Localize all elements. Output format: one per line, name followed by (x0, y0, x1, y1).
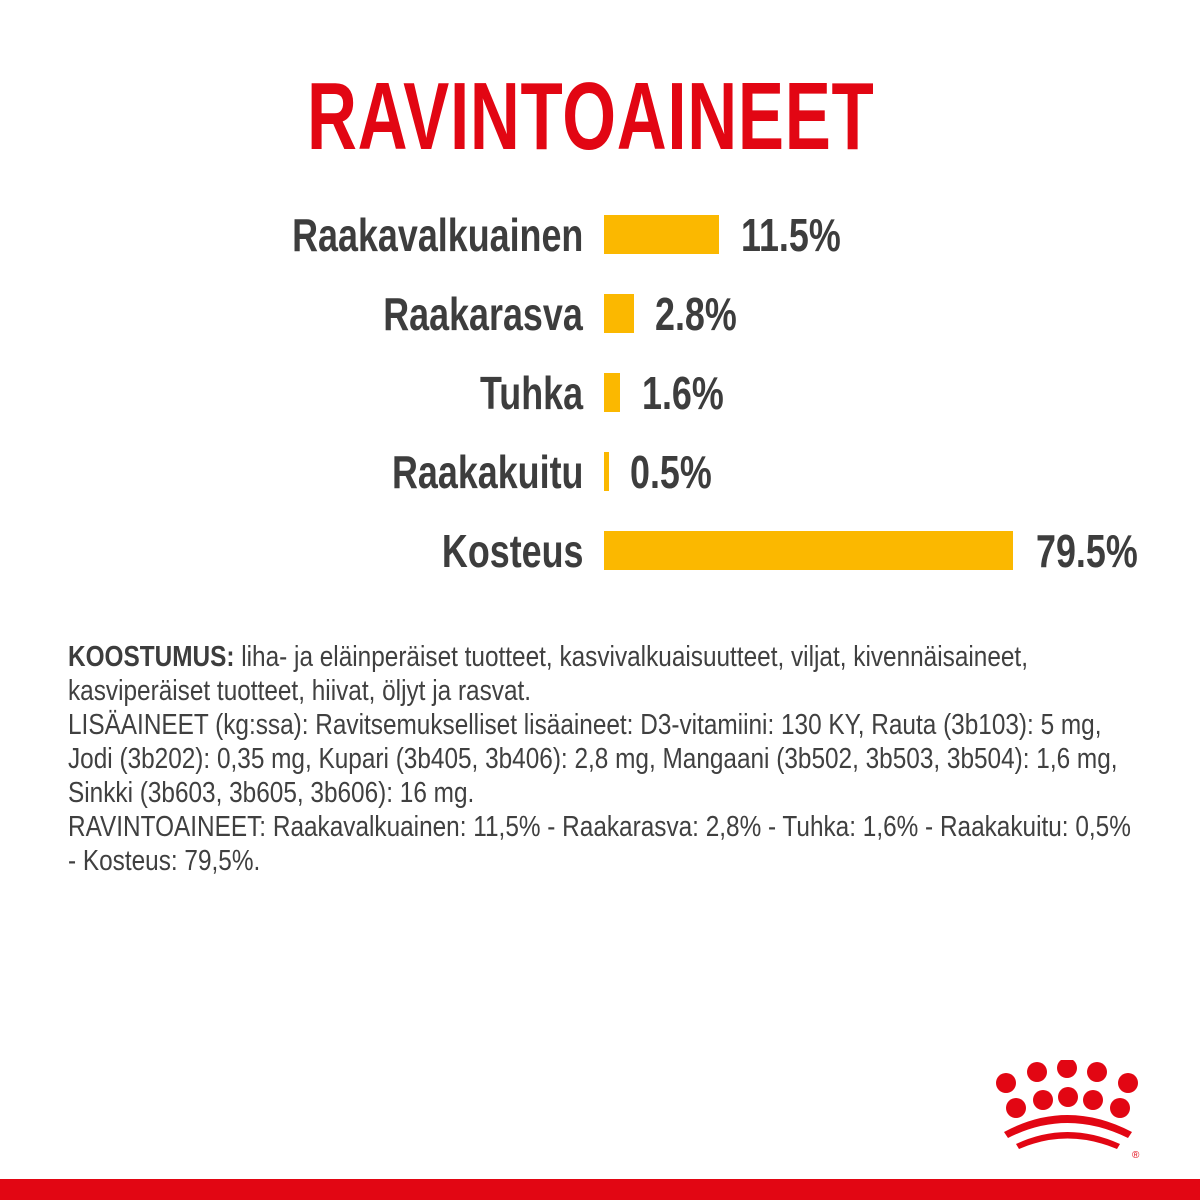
composition-heading: KOOSTUMUS: (68, 641, 235, 673)
bar (604, 215, 719, 254)
registered-mark: ® (1132, 1150, 1140, 1160)
row-label: Raakakuitu (391, 446, 583, 498)
bar (604, 531, 1013, 570)
chart-row-kosteus (0, 525, 1200, 577)
row-value: 1.6% (642, 367, 724, 419)
nutrients-paragraph: RAVINTOAINEET: Raakavalkuainen: 11,5% - Raakarasva: 2,8% - Tuhka: 1,6% - Raakakuitu: 0,5% - Kosteus: 79,5%. (68, 811, 1131, 877)
row-value: 11.5% (741, 209, 841, 261)
row-value: 2.8% (655, 288, 737, 340)
row-label: Raakavalkuainen (291, 209, 583, 261)
page-title: RAVINTOAINEET (307, 63, 875, 170)
footer-red-bar (0, 1179, 1200, 1200)
row-label: Tuhka (479, 367, 583, 419)
bar (604, 452, 609, 491)
chart-row-raakarasva (0, 288, 1200, 340)
additives-paragraph: LISÄAINEET (kg:ssa): Ravitsemukselliset lisäaineet: D3-vitamiini: 130 KY, Rauta (3b103): 5 mg, Jodi (3b202): 0,35 mg, Kupari (3b405, 3b406): 2,8 mg, Mangaani (3b502, 3b503, 3b504): 1,6 mg, Sinkki (3b603, 3b605, 3b606): 16 mg. (68, 709, 1118, 809)
bar (604, 294, 634, 333)
ingredients-text: liha- ja eläinperäiset tuotteet, kasvivalkuaisuutteet, viljat, kivennäisaineet, kasviperäiset tuotteet, hiivat, öljyt ja rasvat. (68, 641, 1028, 707)
bar (604, 373, 620, 412)
chart-row-tuhka (0, 367, 1200, 419)
row-value: 0.5% (630, 446, 712, 498)
crown-logo-icon (982, 1060, 1142, 1160)
row-label: Raakarasva (383, 288, 583, 340)
row-label: Kosteus (441, 525, 583, 577)
chart-row-raakavalkuainen (0, 209, 1200, 261)
ingredients-paragraph (68, 640, 1143, 708)
row-value: 79.5% (1036, 525, 1138, 577)
composition-text (68, 640, 1138, 878)
chart-row-raakakuitu (0, 446, 1200, 498)
